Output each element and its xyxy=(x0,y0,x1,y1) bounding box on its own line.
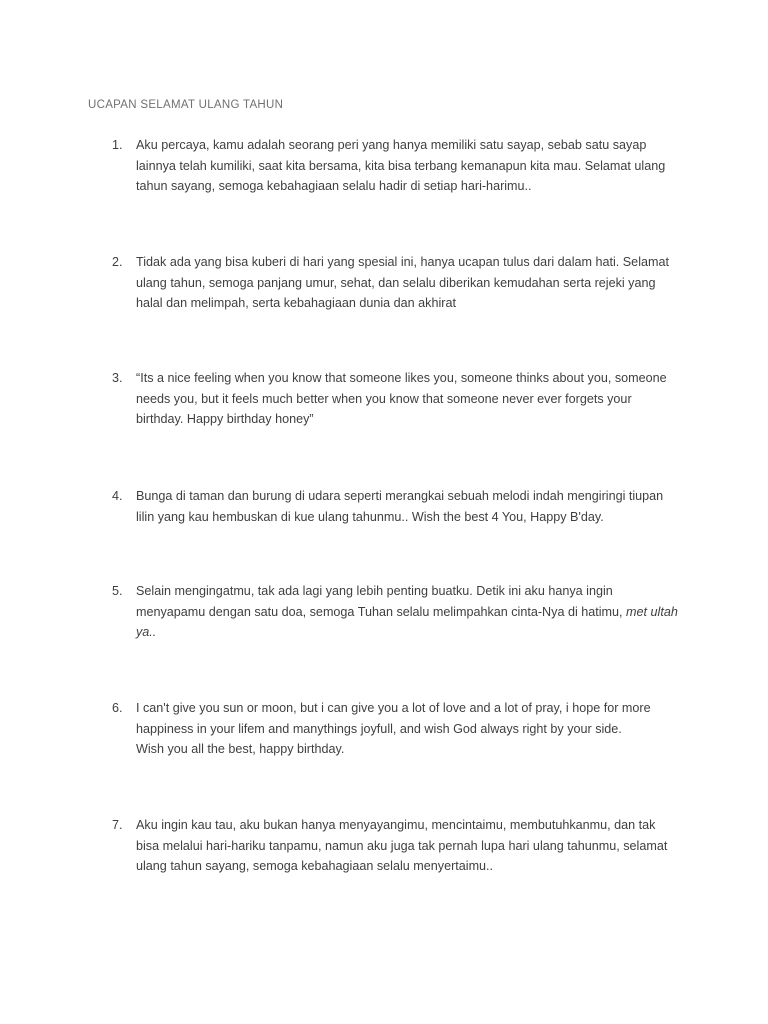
text-line: birthday. Happy birthday honey” xyxy=(136,412,314,426)
list-item-text xyxy=(136,581,684,643)
text-line: Aku percaya, kamu adalah seorang peri yang hanya memiliki satu sayap, sebab satu sayap xyxy=(136,138,647,152)
list-item-text xyxy=(136,486,684,527)
text-line: Aku ingin kau tau, aku bukan hanya menyayangimu, mencintaimu, membutuhkanmu, dan tak xyxy=(136,818,656,832)
text-line: lilin yang kau hembuskan di kue ulang tahunmu.. Wish the best 4 You, Happy B'day. xyxy=(136,509,604,524)
text-line: needs you, but it feels much better when you know that someone never ever forgets your xyxy=(136,391,632,406)
list-item-number: 2. xyxy=(112,255,123,269)
italic-text-segment: met ultah xyxy=(626,604,678,619)
list-item-number: 4. xyxy=(112,489,123,503)
list-item-text xyxy=(136,252,684,314)
text-line: ulang tahun sayang, semoga kebahagiaan selalu menyertaimu.. xyxy=(136,859,494,873)
list-item-text xyxy=(136,368,684,430)
list-item-number: 6. xyxy=(112,701,123,715)
list-item-text xyxy=(136,815,684,877)
text-line: I can't give you sun or moon, but i can give you a lot of love and a lot of pray, i hope for more xyxy=(136,701,651,715)
list-item-text xyxy=(136,698,684,760)
list-item-number: 5. xyxy=(112,584,123,598)
text-line: Selain mengingatmu, tak ada lagi yang lebih penting buatku. Detik ini aku hanya ingin xyxy=(136,584,613,598)
text-line: bisa melalui hari-hariku tanpamu, namun aku juga tak pernah lupa hari ulang tahunmu, selamat xyxy=(136,838,668,853)
text-line: tahun sayang, semoga kebahagiaan selalu hadir di setiap hari-harimu.. xyxy=(136,179,532,193)
text-line xyxy=(136,602,684,623)
text-line: Bunga di taman dan burung di udara seperti merangkai sebuah melodi indah mengiringi tiupan xyxy=(136,489,664,503)
text-line: happiness in your lifem and manythings joyfull, and wish God always right by your side. xyxy=(136,721,622,736)
text-line: lainnya telah kumiliki, saat kita bersama, kita bisa terbang kemanapun kita mau. Selamat ulang xyxy=(136,158,666,173)
text-line: Wish you all the best, happy birthday. xyxy=(136,742,345,756)
list-item-number: 7. xyxy=(112,818,123,832)
list-item-number: 3. xyxy=(112,371,123,385)
text-line: “Its a nice feeling when you know that someone likes you, someone thinks about you, someone xyxy=(136,371,667,385)
document-title: UCAPAN SELAMAT ULANG TAHUN xyxy=(88,99,284,111)
text-segment: menyapamu dengan satu doa, semoga Tuhan selalu melimpahkan cinta-Nya di hatimu, xyxy=(136,604,627,619)
text-line: ulang tahun, semoga panjang umur, sehat, dan selalu diberikan kemudahan serta rejeki yang xyxy=(136,275,656,290)
italic-text-segment: ya.. xyxy=(136,625,157,639)
list-item-number: 1. xyxy=(112,138,123,152)
text-line: halal dan melimpah, serta kebahagiaan dunia dan akhirat xyxy=(136,296,456,310)
list-item-text xyxy=(136,135,684,197)
text-line xyxy=(136,622,684,643)
text-line: Tidak ada yang bisa kuberi di hari yang spesial ini, hanya ucapan tulus dari dalam hati. Selamat xyxy=(136,255,669,269)
